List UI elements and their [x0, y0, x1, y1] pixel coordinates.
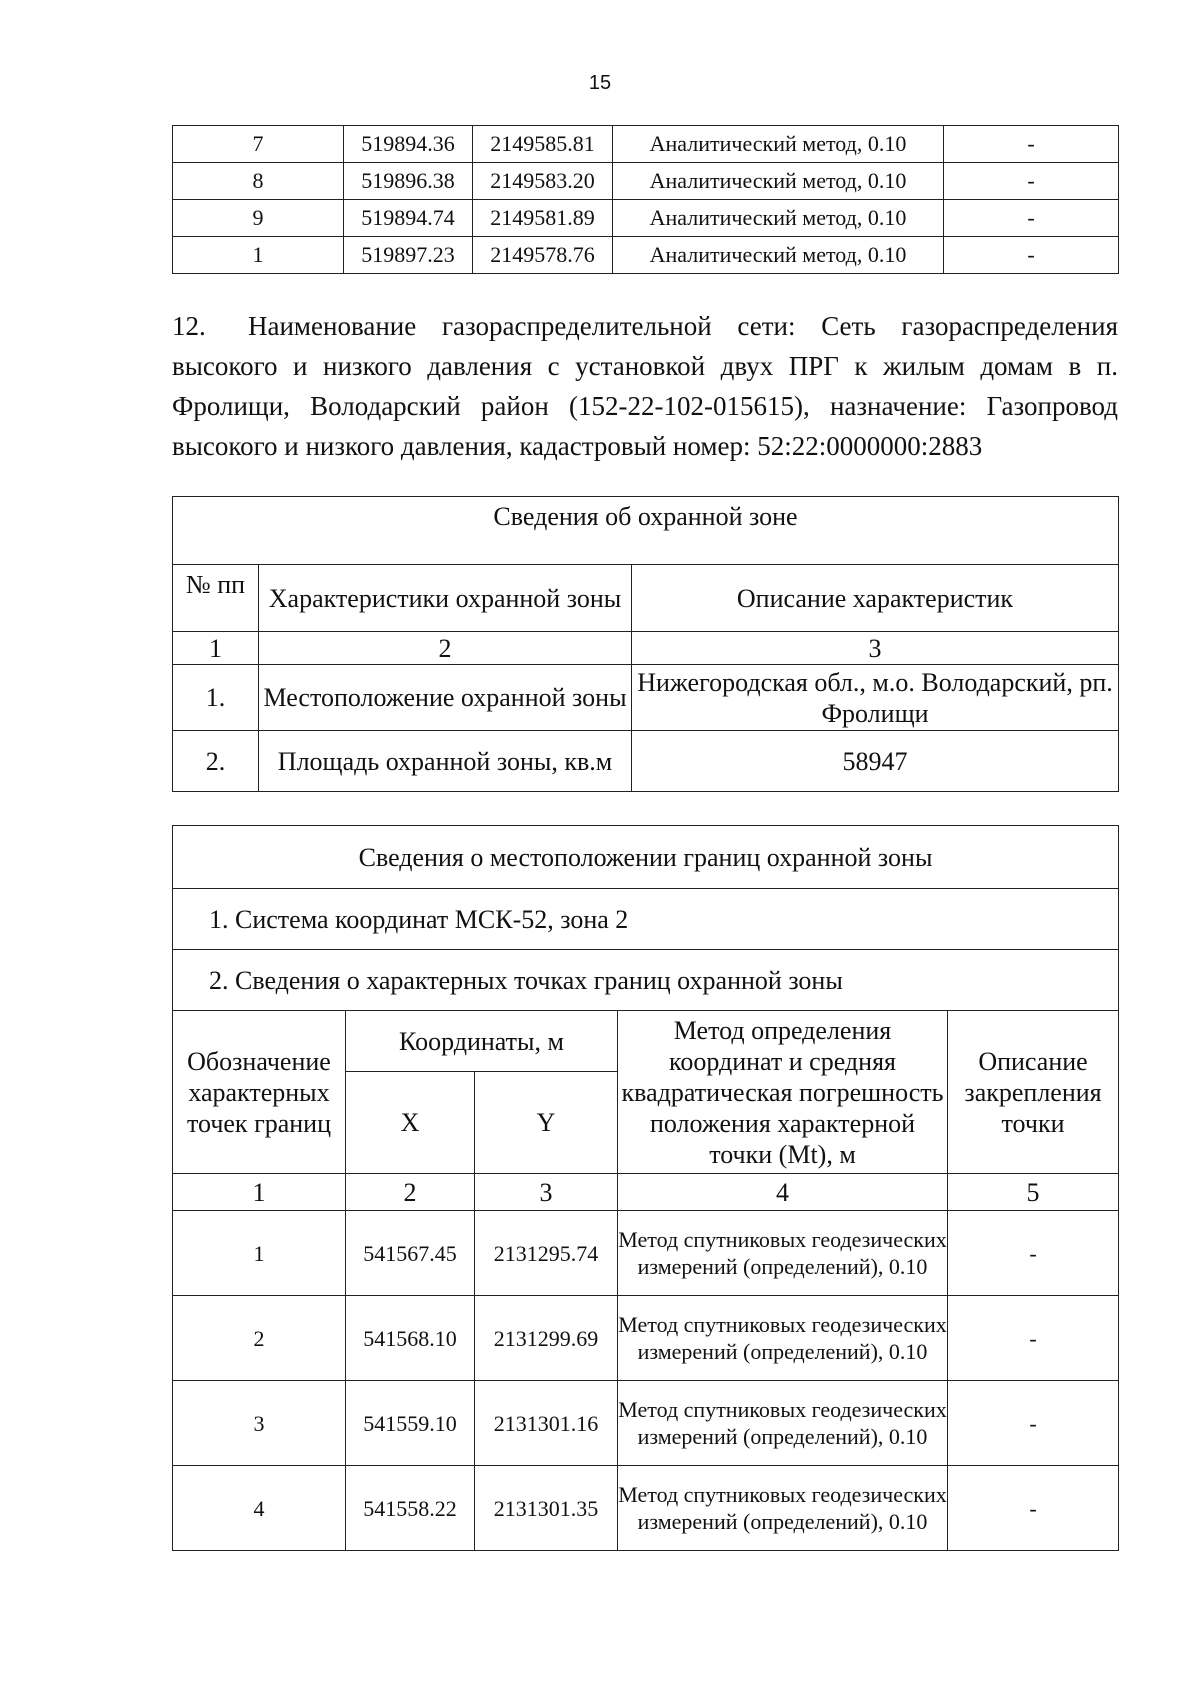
point-id: 4 [173, 1466, 346, 1551]
description: - [948, 1381, 1119, 1466]
header-characteristics: Характеристики охранной зоны [259, 565, 632, 632]
index-cell: 1 [173, 632, 259, 665]
point-id: 7 [173, 126, 344, 163]
header-coordinates: Координаты, м [346, 1011, 618, 1072]
table-row [173, 665, 1119, 731]
method: Аналитический метод, 0.10 [613, 200, 944, 237]
zone-info-table [172, 496, 1119, 792]
point-id: 1 [173, 237, 344, 274]
coord-x: 541559.10 [346, 1381, 475, 1466]
section-number: 12. [172, 311, 206, 341]
section-text: Наименование газораспределительной сети: Сеть газораспределения высокого и низкого давления с установкой двух ПРГ к жилым домам в п. Фролищи, Володарский район (152-22-102-015615), назначение: Газопровод высокого и низкого давления, кадастровый номер: 52:22:0000000:2883 [172, 311, 1118, 461]
method: Метод спутниковых геодезических измерений (определений), 0.10 [618, 1466, 948, 1551]
description: - [944, 163, 1119, 200]
coord-x: 541567.45 [346, 1211, 475, 1296]
section-paragraph [172, 306, 1118, 466]
description: - [944, 200, 1119, 237]
coord-y: 2149583.20 [473, 163, 613, 200]
method: Аналитический метод, 0.10 [613, 126, 944, 163]
index-cell: 4 [618, 1174, 948, 1211]
method: Аналитический метод, 0.10 [613, 237, 944, 274]
characteristic: Местоположение охранной зоны [259, 665, 632, 731]
coord-y: 2131295.74 [475, 1211, 618, 1296]
point-id: 1 [173, 1211, 346, 1296]
table-row [173, 126, 1119, 163]
table-row [173, 1296, 1119, 1381]
row-number: 1. [173, 665, 259, 731]
header-method: Метод определения координат и средняя квадратическая погрешность положения характерной точки (Mt), м [618, 1011, 948, 1174]
coord-x: 519896.38 [344, 163, 473, 200]
boundary-points-table [172, 825, 1119, 1551]
header-designation: Обозначение характерных точек границ [173, 1011, 346, 1174]
table-row [173, 731, 1119, 792]
coord-y: 2149581.89 [473, 200, 613, 237]
coord-x: 519894.36 [344, 126, 473, 163]
table-row [173, 200, 1119, 237]
index-cell: 3 [632, 632, 1119, 665]
coord-x: 519897.23 [344, 237, 473, 274]
coord-x: 541558.22 [346, 1466, 475, 1551]
table-row [173, 1466, 1119, 1551]
index-cell: 3 [475, 1174, 618, 1211]
boundary-table-title: Сведения о местоположении границ охранной зоны [173, 826, 1119, 889]
header-description: Описание характеристик [632, 565, 1119, 632]
method: Метод спутниковых геодезических измерений (определений), 0.10 [618, 1296, 948, 1381]
table-row [173, 1381, 1119, 1466]
coord-y: 2131301.16 [475, 1381, 618, 1466]
point-id: 8 [173, 163, 344, 200]
characteristic-value: 58947 [632, 731, 1119, 792]
zone-table-title: Сведения об охранной зоне [173, 497, 1119, 565]
header-description: Описание закрепления точки [948, 1011, 1119, 1174]
method: Аналитический метод, 0.10 [613, 163, 944, 200]
point-id: 2 [173, 1296, 346, 1381]
index-cell: 1 [173, 1174, 346, 1211]
index-cell: 2 [259, 632, 632, 665]
header-y: Y [475, 1072, 618, 1174]
index-cell: 5 [948, 1174, 1119, 1211]
coord-y: 2131301.35 [475, 1466, 618, 1551]
description: - [948, 1296, 1119, 1381]
table-row [173, 1211, 1119, 1296]
characteristic: Площадь охранной зоны, кв.м [259, 731, 632, 792]
coord-x: 519894.74 [344, 200, 473, 237]
coord-x: 541568.10 [346, 1296, 475, 1381]
description: - [944, 237, 1119, 274]
header-x: X [346, 1072, 475, 1174]
coordinates-continuation-table [172, 125, 1119, 274]
description: - [944, 126, 1119, 163]
table-row [173, 237, 1119, 274]
header-number: № пп [173, 565, 259, 632]
points-caption: 2. Сведения о характерных точках границ охранной зоны [173, 950, 1119, 1011]
table-row [173, 163, 1119, 200]
method: Метод спутниковых геодезических измерений (определений), 0.10 [618, 1211, 948, 1296]
coord-y: 2149585.81 [473, 126, 613, 163]
coord-y: 2149578.76 [473, 237, 613, 274]
description: - [948, 1211, 1119, 1296]
point-id: 3 [173, 1381, 346, 1466]
point-id: 9 [173, 200, 344, 237]
description: - [948, 1466, 1119, 1551]
coordinate-system: 1. Система координат МСК-52, зона 2 [173, 889, 1119, 950]
page-number: 15 [588, 72, 612, 94]
method: Метод спутниковых геодезических измерений (определений), 0.10 [618, 1381, 948, 1466]
index-cell: 2 [346, 1174, 475, 1211]
row-number: 2. [173, 731, 259, 792]
coord-y: 2131299.69 [475, 1296, 618, 1381]
characteristic-value: Нижегородская обл., м.о. Володарский, рп. Фролищи [632, 665, 1119, 731]
